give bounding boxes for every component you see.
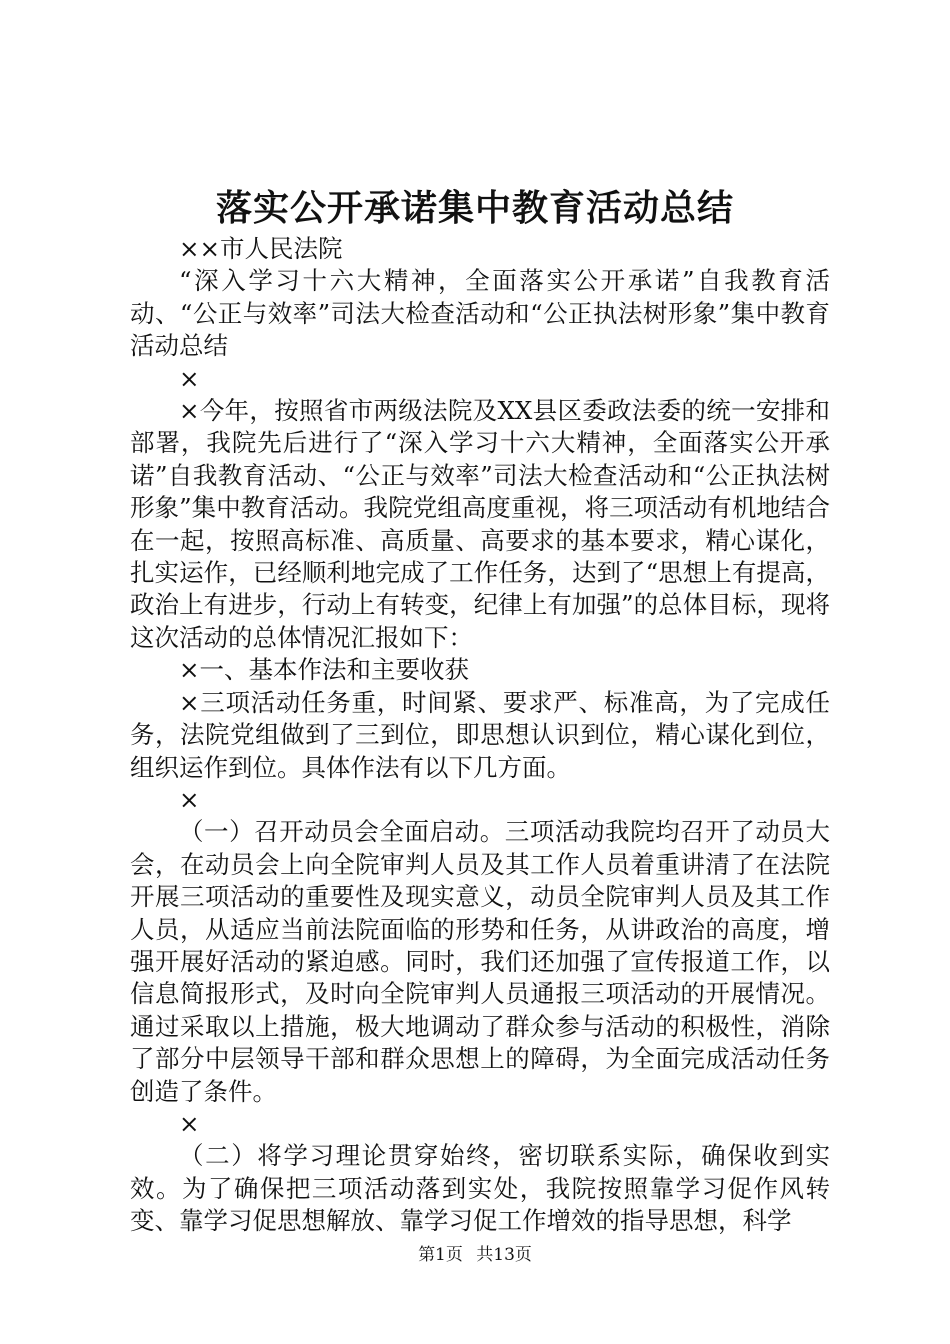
paragraph-item-one: （一）召开动员会全面启动。三项活动我院均召开了动员大会，在动员会上向全院审判人员及其工作人员着重讲清了在法院开展三项活动的重要性及现实意义，动员全院审判人员及其工作人员，从适应当前法院面临的形势和任务，从讲政治的高度，增强开展好活动的紧迫感。同时，我们还加强了宣传报道工作，以信息简报形式，及时向全院审判人员通报三项活动的开展情况。通过采取以上措施，极大地调动了群众参与活动的积极性，消除了部分中层领导干部和群众思想上的障碍，为全面完成活动任务创造了条件。 bbox=[130, 817, 830, 1106]
document-title: 落实公开承诺集中教育活动总结 bbox=[215, 187, 734, 229]
paragraph-mark: × bbox=[179, 784, 200, 814]
paragraph-mark: × bbox=[179, 1108, 200, 1138]
paragraph-section-intro: ×三项活动任务重，时间紧、要求严、标准高，为了完成任务，法院党组做到了三到位，即思想认识到位，精心谋化到位，组织运作到位。具体作法有以下几方面。 bbox=[130, 687, 830, 782]
paragraph-section-heading: ×一、基本作法和主要收获 bbox=[179, 655, 470, 685]
page-number: 第1页 bbox=[418, 1245, 463, 1265]
paragraph-subtitle: “深入学习十六大精神，全面落实公开承诺”自我教育活动、“公正与效率”司法大检查活动和“公正执法树形象”集中教育活动总结 bbox=[130, 266, 830, 361]
page-footer bbox=[0, 1243, 950, 1267]
paragraph-mark: × bbox=[179, 363, 200, 393]
paragraph-intro: ×今年，按照省市两级法院及XX县区委政法委的统一安排和部署，我院先后进行了“深入学习十六大精神，全面落实公开承诺”自我教育活动、“公正与效率”司法大检查活动和“公正执法树形象”集中教育活动。我院党组高度重视，将三项活动有机地结合在一起，按照高标准、高质量、高要求的基本要求，精心谋化，扎实运作，已经顺利地完成了工作任务，达到了“思想上有提高，政治上有进步，行动上有转变，纪律上有加强”的总体目标，现将这次活动的总体情况汇报如下： bbox=[130, 396, 830, 652]
paragraph-item-two: （二）将学习理论贯穿始终，密切联系实际，确保收到实效。为了确保把三项活动落到实处，我院按照靠学习促作风转变、靠学习促思想解放、靠学习促工作增效的指导思想，科学 bbox=[130, 1141, 830, 1236]
page-total: 共13页 bbox=[476, 1245, 532, 1265]
document-body bbox=[130, 233, 830, 1238]
paragraph-court-name: ××市人民法院 bbox=[179, 234, 343, 263]
